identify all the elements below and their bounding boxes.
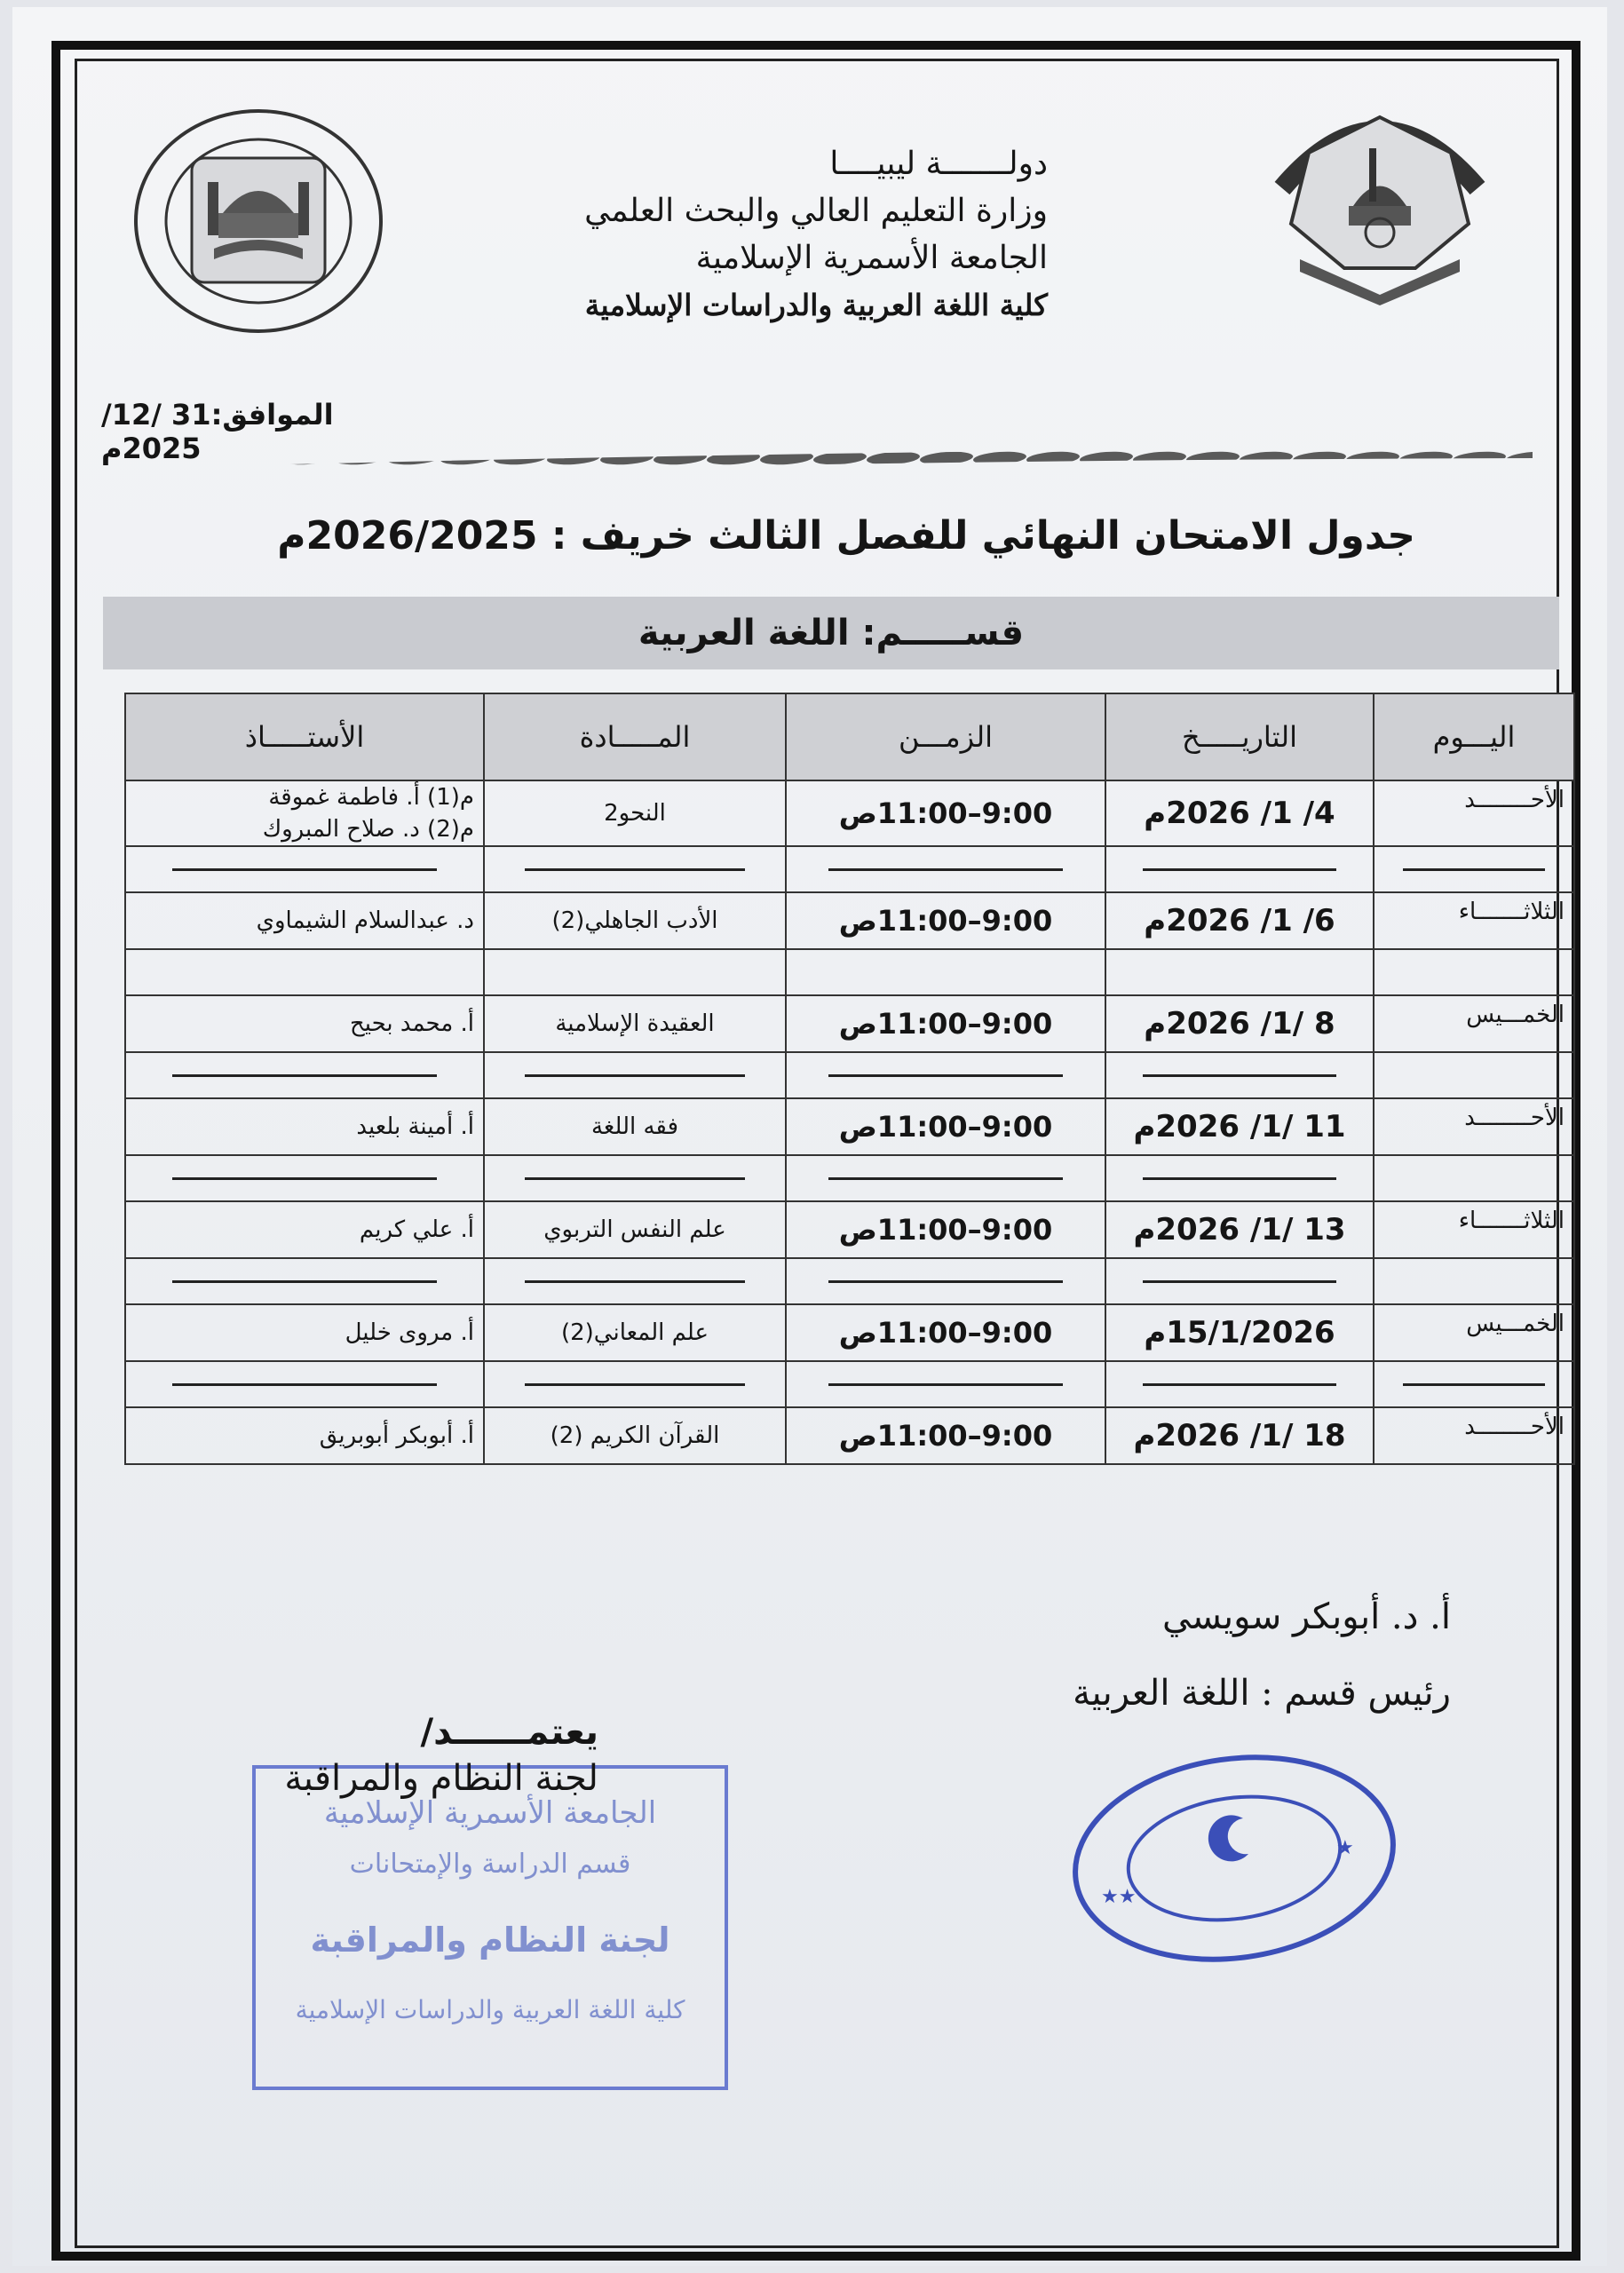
time-cell: 9:00–11:00ص — [786, 1304, 1105, 1361]
subject-cell: علم المعاني(2) — [484, 1304, 786, 1361]
professor-cell: أ. أبوبكر أبوبريق — [125, 1407, 484, 1464]
date-cell: 8 /1/ 2026م — [1105, 995, 1374, 1052]
stamp-line: لجنة النظام والمراقبة — [310, 1921, 670, 1960]
professor-cell: أ. محمد بحيح — [125, 995, 484, 1052]
department-banner: قســـــم: اللغة العربية — [103, 597, 1559, 669]
header-professor: الأستـــــاذ — [125, 693, 484, 780]
subject-cell: النحو2 — [484, 780, 786, 846]
professor-line: م(1) أ. فاطمة غموقة — [268, 784, 474, 811]
svg-text:★★: ★★ — [1101, 1886, 1137, 1908]
professor-line: م(2) د. صلاح المبروك — [262, 816, 474, 843]
faculty-name: كلية اللغة العربية والدراسات الإسلامية — [584, 288, 1048, 322]
table-row — [125, 1201, 1574, 1258]
table-row — [125, 1304, 1574, 1361]
faculty-seal-logo — [130, 107, 387, 336]
approval-label: يعتمــــــد/ — [420, 1712, 598, 1753]
exam-schedule-table — [124, 693, 1575, 1465]
day-cell: الأحــــــــد — [1374, 1098, 1574, 1155]
time-cell: 9:00–11:00ص — [786, 1098, 1105, 1155]
table-row — [125, 1098, 1574, 1155]
day-cell: الثلاثـــــــاء — [1374, 1201, 1574, 1258]
table-row — [125, 995, 1574, 1052]
svg-text:★: ★ — [1336, 1837, 1354, 1859]
day-cell: الخمـــيس — [1374, 1304, 1574, 1361]
professor-cell: أ. مروى خليل — [125, 1304, 484, 1361]
time-cell: 9:00–11:00ص — [786, 1201, 1105, 1258]
ministry-name: وزارة التعليم العالي والبحث العلمي — [584, 193, 1048, 229]
date-cell: 13 /1/ 2026م — [1105, 1201, 1374, 1258]
date-cell: 6/ 1/ 2026م — [1105, 892, 1374, 949]
subject-cell: العقيدة الإسلامية — [484, 995, 786, 1052]
approval-block — [217, 1712, 598, 1799]
day-cell: الأحــــــــد — [1374, 1407, 1574, 1464]
header-time: الزمـــن — [786, 693, 1105, 780]
stamp-line: قسم الدراسة والإمتحانات — [349, 1849, 631, 1880]
subject-cell: علم النفس التربوي — [484, 1201, 786, 1258]
country-name: دولـــــــة ليبيــــا — [829, 146, 1048, 182]
exam-title: جدول الامتحان النهائي للفصل الثالث خريف : 2026/2025م — [277, 513, 1415, 558]
professor-cell: أ. أمينة بلعيد — [125, 1098, 484, 1155]
header-subject: المـــــادة — [484, 693, 786, 780]
date-cell: 15/1/2026م — [1105, 1304, 1374, 1361]
subject-cell: القرآن الكريم (2) — [484, 1407, 786, 1464]
date-cell: 4/ 1/ 2026م — [1105, 780, 1374, 846]
separator-row — [125, 1361, 1574, 1407]
time-cell: 9:00–11:00ص — [786, 892, 1105, 949]
subject-cell: فقه اللغة — [484, 1098, 786, 1155]
professor-cell: د. عبدالسلام الشيماوي — [125, 892, 484, 949]
professor-cell — [125, 780, 484, 846]
table-row — [125, 780, 1574, 846]
day-cell: الثلاثـــــــاء — [1374, 892, 1574, 949]
department-round-stamp — [1066, 1747, 1403, 1969]
header-day: اليـــوم — [1374, 693, 1574, 780]
letterhead — [551, 140, 1048, 329]
time-cell: 9:00–11:00ص — [786, 995, 1105, 1052]
document-date: الموافق:31 /12/ 2025م — [101, 398, 334, 465]
day-cell: الخمـــيس — [1374, 995, 1574, 1052]
separator-row — [125, 1052, 1574, 1098]
document-sheet — [12, 7, 1607, 2266]
committee-stamp — [252, 1765, 728, 2090]
department-head-signature — [989, 1579, 1451, 1731]
separator-row — [125, 1155, 1574, 1201]
professor-cell: أ. علي كريم — [125, 1201, 484, 1258]
university-name: الجامعة الأسمرية الإسلامية — [695, 240, 1048, 276]
table-row — [125, 892, 1574, 949]
table-row — [125, 1407, 1574, 1464]
table-header-row — [125, 693, 1574, 780]
decorative-rope-divider — [121, 440, 1533, 476]
time-cell: 9:00–11:00ص — [786, 780, 1105, 846]
stamp-line: الجامعة الأسمرية الإسلامية — [323, 1795, 657, 1831]
stamp-line: كلية اللغة العربية والدراسات الإسلامية — [295, 1995, 685, 2024]
signatory-name: أ. د. أبوبكر سويسي — [1161, 1596, 1451, 1637]
separator-row — [125, 1258, 1574, 1304]
date-cell: 11 /1/ 2026م — [1105, 1098, 1374, 1155]
time-cell: 9:00–11:00ص — [786, 1407, 1105, 1464]
date-cell: 18 /1/ 2026م — [1105, 1407, 1374, 1464]
separator-row — [125, 846, 1574, 892]
subject-cell: الأدب الجاهلي(2) — [484, 892, 786, 949]
header-date: التاريـــــخ — [1105, 693, 1374, 780]
day-cell: الأحــــــــد — [1374, 780, 1574, 846]
signatory-title: رئيس قسم : اللغة العربية — [1073, 1673, 1451, 1714]
separator-row — [125, 949, 1574, 995]
approval-committee: لجنة النظام والمراقبة — [284, 1758, 598, 1799]
university-logo — [1264, 82, 1495, 313]
